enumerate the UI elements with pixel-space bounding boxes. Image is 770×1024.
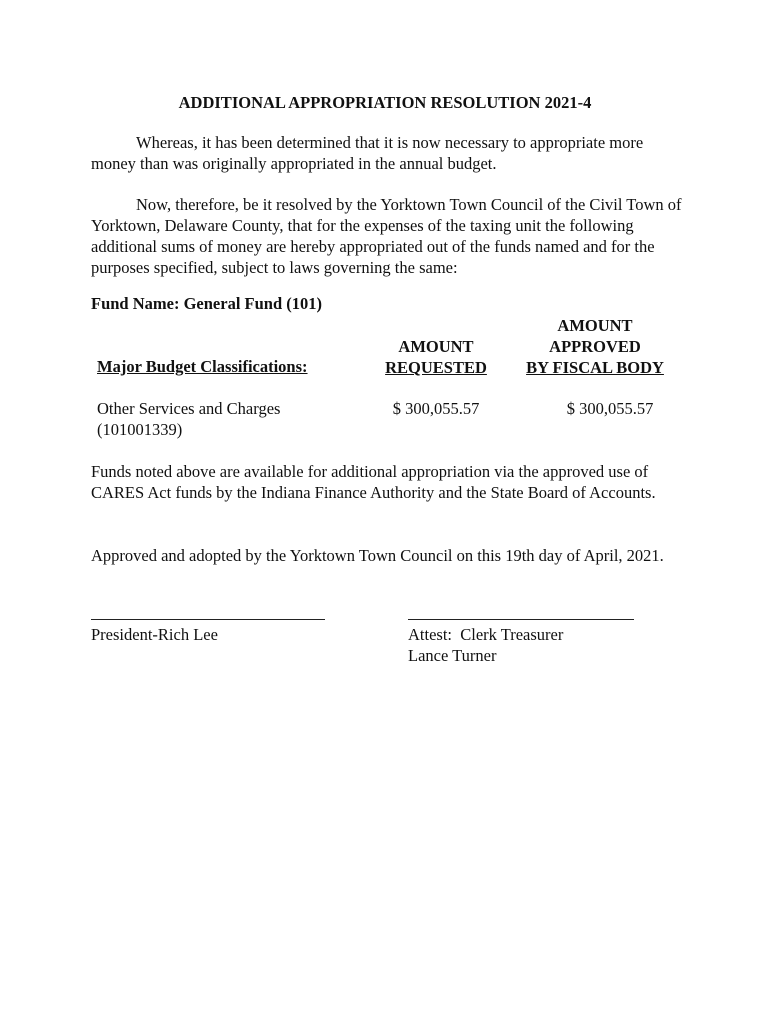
approved-header-line1: AMOUNT (557, 316, 633, 335)
fund-name: Fund Name: General Fund (101) (91, 294, 322, 313)
attest-signature-label (408, 624, 563, 666)
classification-code: (101001339) (97, 420, 183, 439)
classification-cell (97, 398, 327, 440)
attest-signature-line (408, 619, 634, 620)
attest-name: Lance Turner (408, 646, 497, 665)
approved-header-line2: APPROVED (549, 337, 641, 356)
whereas-paragraph: Whereas, it has been determined that it is now necessary to appropriate more money than was originally appropriated in the annual budget. (91, 133, 644, 173)
president-signature-label: President-Rich Lee (91, 625, 218, 644)
funds-note: Funds noted above are available for additional appropriation via the approved use of CARES Act funds by the Indiana Finance Authority and the State Board of Accounts. (91, 462, 656, 502)
requested-header-line2: REQUESTED (385, 358, 487, 377)
president-signature-line (91, 619, 325, 620)
document-title: ADDITIONAL APPROPRIATION RESOLUTION 2021-4 (178, 93, 592, 112)
approved-amount: $ 300,055.57 (566, 399, 654, 418)
approved-header-line3: BY FISCAL BODY (526, 358, 664, 377)
resolved-paragraph: Now, therefore, be it resolved by the Yorktown Town Council of the Civil Town of Yorktown, Delaware County, that for the expenses of the taxing unit the following additional sums of money are hereby appropriated out of the funds named and for the purposes specified, subject to laws governing the same: (91, 195, 682, 277)
classification-name: Other Services and Charges (97, 399, 281, 418)
approved-header (513, 315, 677, 378)
requested-header-line1: AMOUNT (398, 337, 474, 356)
attest-title: Attest: Clerk Treasurer (408, 625, 564, 644)
adoption-statement: Approved and adopted by the Yorktown Town Council on this 19th day of April, 2021. (91, 546, 664, 565)
requested-amount: $ 300,055.57 (392, 399, 480, 418)
classification-header: Major Budget Classifications: (97, 357, 308, 376)
requested-header (376, 336, 496, 378)
